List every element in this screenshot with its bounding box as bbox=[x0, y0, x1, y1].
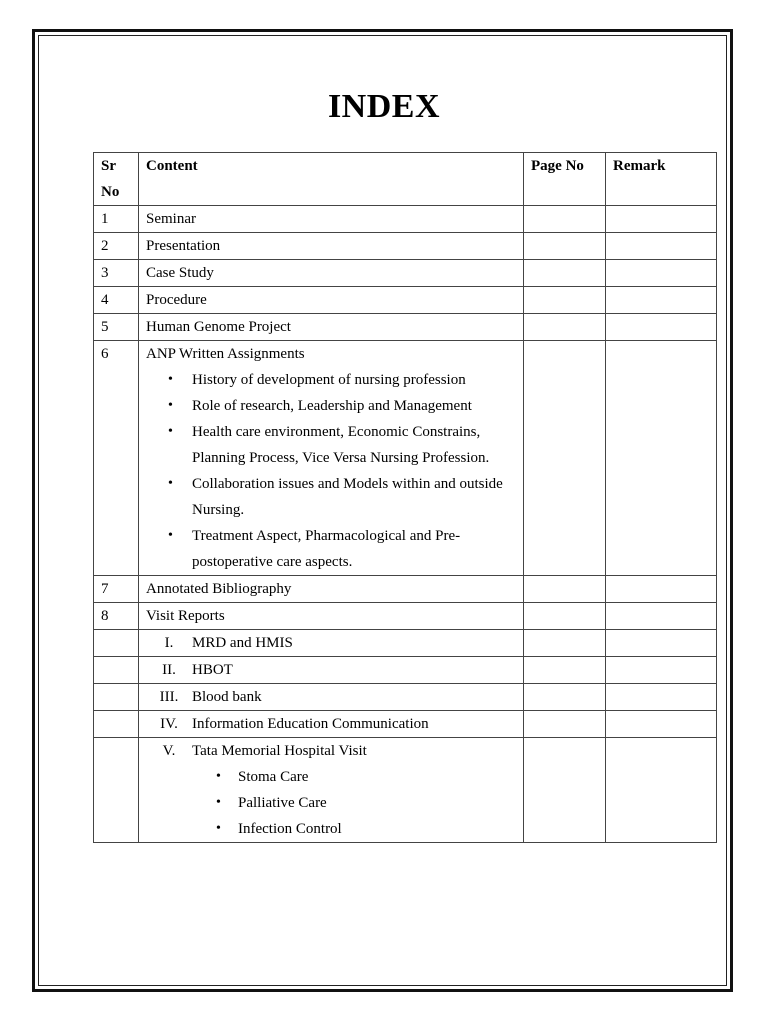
table-row bbox=[94, 341, 717, 576]
content-cell bbox=[139, 711, 524, 738]
sr-no: 8 bbox=[94, 603, 139, 630]
page-no-cell bbox=[524, 630, 606, 657]
list-item: • Infection Control bbox=[146, 816, 516, 842]
roman-numeral: I. bbox=[164, 635, 174, 651]
remark-cell bbox=[606, 206, 717, 233]
content-cell: Seminar bbox=[139, 206, 524, 233]
page-no-cell bbox=[524, 738, 606, 843]
table-row bbox=[94, 711, 717, 738]
content-cell: Presentation bbox=[139, 233, 524, 260]
list-item: • Role of research, Leadership and Management bbox=[146, 393, 516, 419]
list-item: • History of development of nursing profession bbox=[146, 367, 516, 393]
table-row bbox=[94, 233, 717, 260]
remark-cell bbox=[606, 657, 717, 684]
page-no-cell bbox=[524, 260, 606, 287]
table-row bbox=[94, 684, 717, 711]
sr-no: 5 bbox=[94, 314, 139, 341]
remark-cell bbox=[606, 738, 717, 843]
visit-heading bbox=[146, 738, 516, 764]
visit-label: MRD and HMIS bbox=[192, 635, 293, 651]
index-table bbox=[93, 152, 717, 843]
table-row bbox=[94, 314, 717, 341]
table-row bbox=[94, 657, 717, 684]
table-row bbox=[94, 206, 717, 233]
content-cell: Visit Reports bbox=[139, 603, 524, 630]
page-no-cell bbox=[524, 287, 606, 314]
visit-label: Information Education Communication bbox=[192, 716, 429, 732]
roman-numeral: IV. bbox=[160, 716, 178, 732]
sr-no: 4 bbox=[94, 287, 139, 314]
page-no-cell bbox=[524, 684, 606, 711]
sr-no bbox=[94, 657, 139, 684]
roman-numeral: II. bbox=[162, 662, 176, 678]
content-cell: Annotated Bibliography bbox=[139, 576, 524, 603]
assignments-list bbox=[146, 367, 516, 575]
remark-cell bbox=[606, 287, 717, 314]
roman-numeral: III. bbox=[159, 689, 179, 705]
page-no-cell bbox=[524, 657, 606, 684]
sr-no: 2 bbox=[94, 233, 139, 260]
visit-topics-list bbox=[146, 764, 516, 842]
remark-cell bbox=[606, 684, 717, 711]
sr-no: 7 bbox=[94, 576, 139, 603]
sr-no bbox=[94, 738, 139, 843]
content-cell: Human Genome Project bbox=[139, 314, 524, 341]
sr-no bbox=[94, 630, 139, 657]
page-no-cell bbox=[524, 576, 606, 603]
page-no-cell bbox=[524, 711, 606, 738]
table-row bbox=[94, 576, 717, 603]
table-row bbox=[94, 260, 717, 287]
list-item: • Collaboration issues and Models within and outside Nursing. bbox=[146, 471, 516, 523]
roman-numeral: V. bbox=[162, 743, 176, 759]
sr-no bbox=[94, 711, 139, 738]
list-item: • Treatment Aspect, Pharmacological and Pre-postoperative care aspects. bbox=[146, 523, 516, 575]
list-item: • Palliative Care bbox=[146, 790, 516, 816]
remark-cell bbox=[606, 341, 717, 576]
content-cell bbox=[139, 684, 524, 711]
page-no-cell bbox=[524, 341, 606, 576]
page-no-cell bbox=[524, 314, 606, 341]
visit-label: HBOT bbox=[192, 662, 233, 678]
table-row bbox=[94, 603, 717, 630]
visit-label: Blood bank bbox=[192, 689, 262, 705]
header-sr-no: Sr No bbox=[94, 153, 139, 206]
sr-no: 1 bbox=[94, 206, 139, 233]
page-no-cell bbox=[524, 233, 606, 260]
page-no-cell bbox=[524, 603, 606, 630]
content-cell: Case Study bbox=[139, 260, 524, 287]
content-cell bbox=[139, 738, 524, 843]
content-cell bbox=[139, 341, 524, 576]
page-title: INDEX bbox=[327, 88, 441, 125]
remark-cell bbox=[606, 576, 717, 603]
remark-cell bbox=[606, 603, 717, 630]
remark-cell bbox=[606, 630, 717, 657]
table-row bbox=[94, 630, 717, 657]
list-item: • Stoma Care bbox=[146, 764, 516, 790]
list-item: • Health care environment, Economic Constrains, Planning Process, Vice Versa Nursing Profession. bbox=[146, 419, 516, 471]
assignments-heading: ANP Written Assignments bbox=[146, 346, 305, 362]
visit-label: Tata Memorial Hospital Visit bbox=[192, 743, 367, 759]
table-row bbox=[94, 287, 717, 314]
sr-no: 3 bbox=[94, 260, 139, 287]
remark-cell bbox=[606, 711, 717, 738]
table-header-row bbox=[94, 153, 717, 206]
header-remark: Remark bbox=[606, 153, 717, 206]
sr-no: 6 bbox=[94, 341, 139, 576]
remark-cell bbox=[606, 260, 717, 287]
content-cell bbox=[139, 630, 524, 657]
sr-no bbox=[94, 684, 139, 711]
remark-cell bbox=[606, 314, 717, 341]
header-page-no: Page No bbox=[524, 153, 606, 206]
header-content: Content bbox=[139, 153, 524, 206]
table-row bbox=[94, 738, 717, 843]
content-cell: Procedure bbox=[139, 287, 524, 314]
remark-cell bbox=[606, 233, 717, 260]
page-no-cell bbox=[524, 206, 606, 233]
content-cell bbox=[139, 657, 524, 684]
